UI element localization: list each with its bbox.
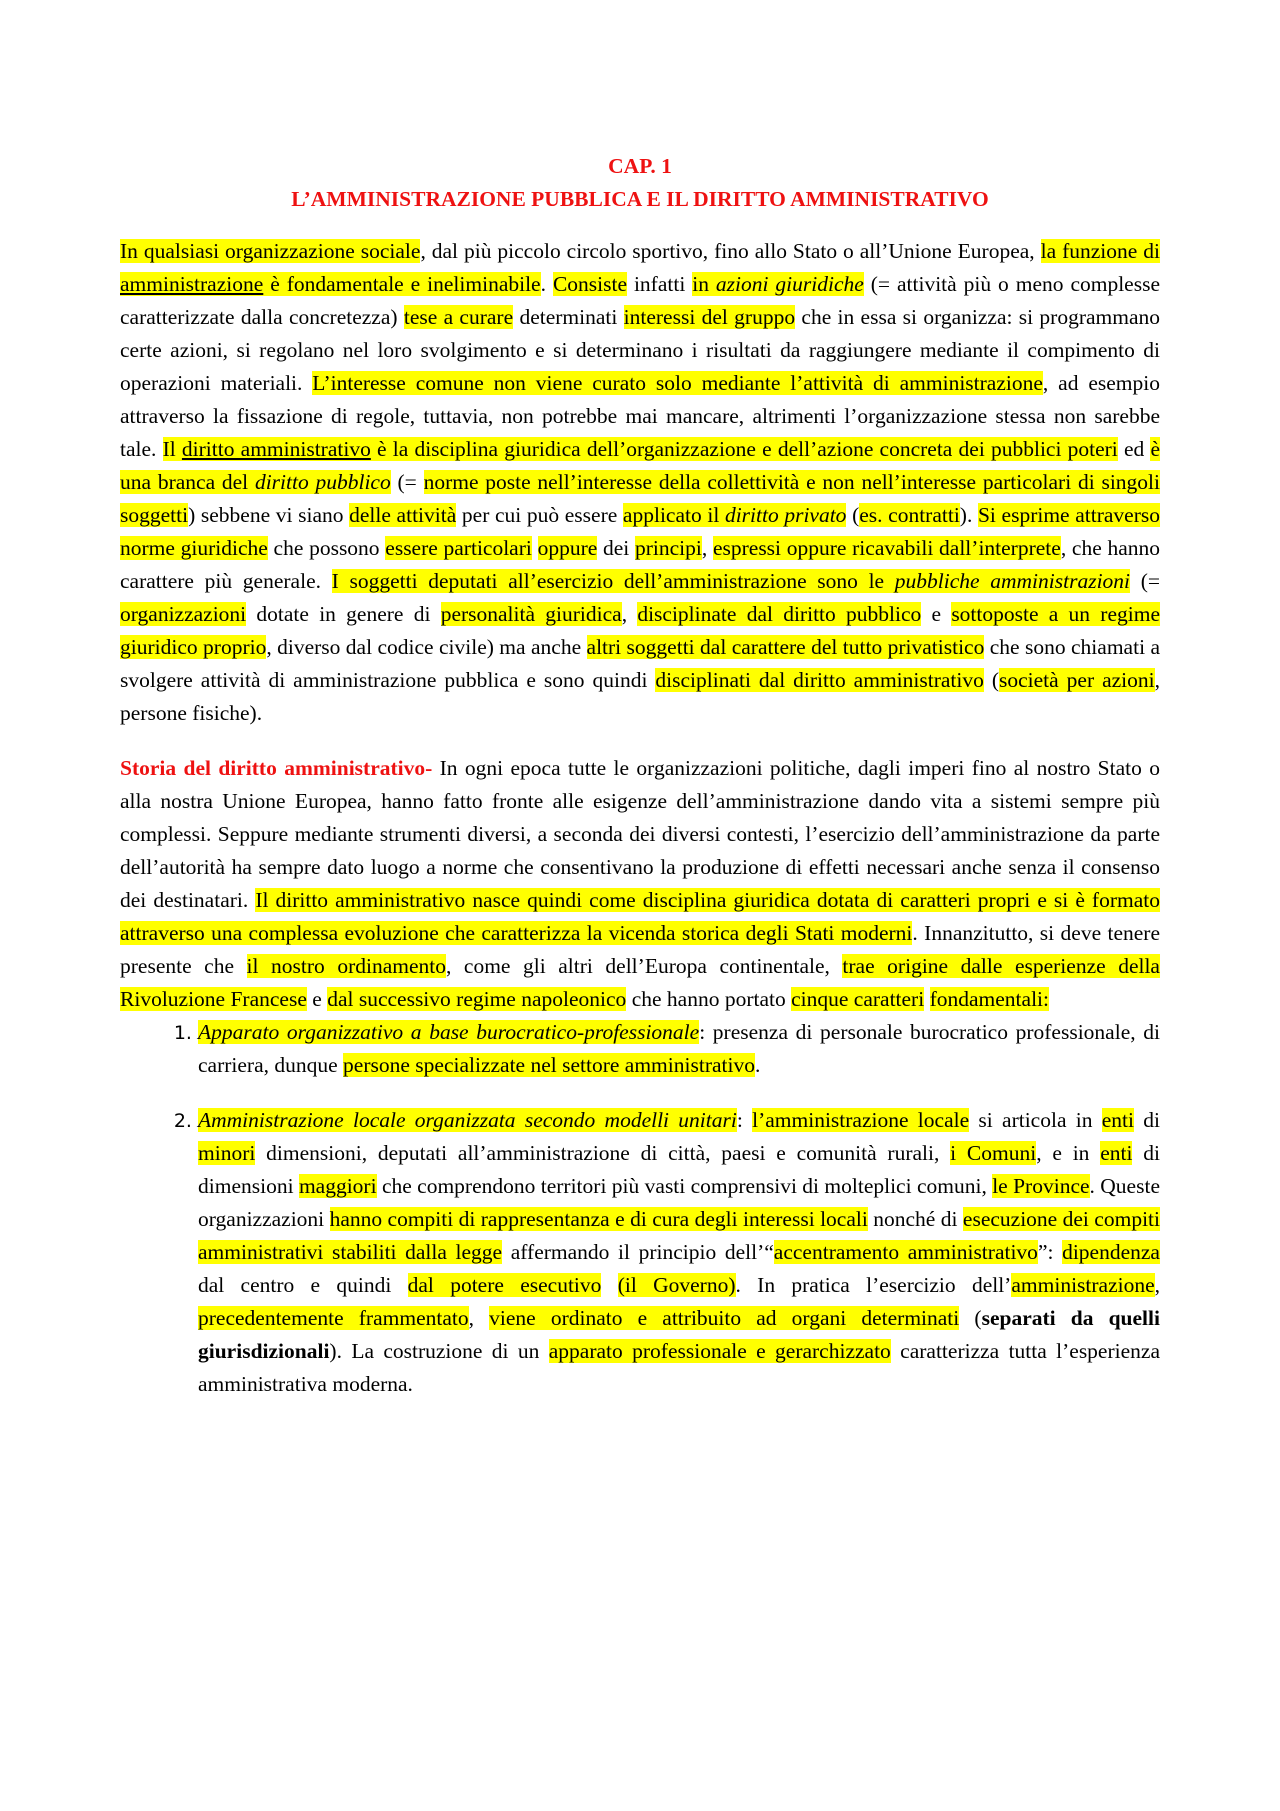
text-span: dal centro e quindi bbox=[198, 1273, 408, 1297]
italic-highlight: Apparato organizzativo a base burocratico-professionale bbox=[198, 1020, 700, 1044]
list-item bbox=[198, 1104, 1160, 1401]
highlight-span: trae origine dalle esperienze della Rivoluzione Francese bbox=[120, 954, 1160, 1011]
highlight-span: tese a curare bbox=[403, 305, 514, 329]
text-span: è una branca del bbox=[120, 437, 1161, 494]
text-span: e bbox=[921, 602, 952, 626]
text-span: di dimensioni bbox=[198, 1141, 1160, 1198]
text-span bbox=[601, 1273, 617, 1297]
text-span: , che hanno carattere più generale. bbox=[120, 536, 1160, 593]
highlight-span: interessi del gruppo bbox=[623, 305, 796, 329]
highlight-span: altri soggetti dal carattere del tutto privatistico bbox=[586, 635, 985, 659]
highlight-span: disciplinate dal diritto pubblico bbox=[637, 602, 922, 626]
text-span: che sono chiamati a svolgere attività di amministrazione pubblica e sono quindi bbox=[120, 635, 1160, 692]
heading-dash: - bbox=[425, 756, 433, 780]
highlight-span: espressi oppure ricavabili dall’interprete bbox=[712, 536, 1061, 560]
highlight-span bbox=[623, 503, 847, 527]
text-span: Il bbox=[162, 437, 182, 461]
highlight-span: oppure bbox=[537, 536, 598, 560]
history-paragraph bbox=[120, 752, 1160, 1016]
text-span: infatti bbox=[627, 272, 693, 296]
text-span: nonché di bbox=[867, 1207, 963, 1231]
text-span: . bbox=[754, 1053, 761, 1077]
text-span: che hanno portato bbox=[626, 987, 792, 1011]
section-heading: Storia del diritto amministrativo bbox=[120, 756, 426, 780]
text-span bbox=[398, 305, 404, 329]
highlight-span: disciplinati dal diritto amministrativo bbox=[655, 668, 984, 692]
highlight-span: minori bbox=[198, 1141, 256, 1165]
text-span: si articola in bbox=[969, 1108, 1102, 1132]
characteristics-list bbox=[120, 1016, 1160, 1401]
italic-term: azioni giuridiche bbox=[715, 272, 864, 296]
list-item bbox=[198, 1016, 1160, 1082]
text-span: che comprendono territori più vasti comprensivi di molteplici comuni, bbox=[376, 1174, 993, 1198]
highlight-span bbox=[163, 437, 1118, 461]
text-span: . Innanzitutto, si deve tenere presente che bbox=[120, 921, 1160, 978]
text-span: ). La costruzione di un bbox=[329, 1339, 549, 1363]
text-span: in bbox=[692, 272, 716, 296]
highlight-span: sottoposte a un regime giuridico proprio bbox=[120, 602, 1161, 659]
highlight-span: hanno compiti di rappresentanza e di cura degli interessi locali bbox=[329, 1207, 868, 1231]
text-span: (= bbox=[390, 470, 424, 494]
text-span: In ogni epoca tutte le organizzazioni politiche, dagli imperi fino al nostro Stato o alla nostra Unione Europea, hanno fatto fronte alle esigenze dell’amministrazione dando vita a sistemi sempre più complessi. Seppure mediante strumenti diversi, a seconda dei diversi contesti, l’esercizio dell’amministrazione da parte dell’autorità ha sempre dato luogo a norme che consentivano la produzione di effetti necessari anche senza il consenso dei destinatari. bbox=[120, 756, 1160, 912]
highlight-span: l’amministrazione locale bbox=[752, 1108, 970, 1132]
text-span: . In pratica l’esercizio dell’ bbox=[735, 1273, 1012, 1297]
text-span: , diverso dal codice civile) ma anche bbox=[266, 635, 587, 659]
highlight-span: società per azioni bbox=[999, 668, 1155, 692]
text-span: ( bbox=[959, 1306, 982, 1330]
highlight-span: delle attività bbox=[349, 503, 457, 527]
highlight-span: organizzazioni bbox=[120, 602, 247, 626]
highlight-span: norme poste nell’interesse della collettività e non nell’interesse particolari di singoli soggetti bbox=[120, 470, 1160, 527]
text-span bbox=[532, 536, 538, 560]
highlight-span: viene ordinato e attribuito ad organi determinati bbox=[489, 1306, 960, 1330]
text-span: , bbox=[468, 1306, 490, 1330]
text-span: che in essa si organizza: si programmano certe azioni, si regolano nel loro svolgimento e si determinano i risultati da raggiungere mediante il compimento di operazioni materiali. bbox=[120, 305, 1161, 395]
text-span: , bbox=[1154, 1273, 1161, 1297]
text-span: affermando il principio dell’“ bbox=[502, 1240, 774, 1264]
text-span: è la disciplina giuridica dell’organizzazione e dell’azione concreta dei pubblici poteri bbox=[370, 437, 1118, 461]
highlight-span: esecuzione dei compiti amministrativi stabiliti dalla legge bbox=[198, 1207, 1160, 1264]
text-span: . Queste organizzazioni bbox=[198, 1174, 1160, 1231]
underlined-term: diritto amministrativo bbox=[181, 437, 371, 461]
highlight-span: maggiori bbox=[298, 1174, 377, 1198]
highlight-span: essere particolari bbox=[385, 536, 532, 560]
highlight-span: cinque caratteri bbox=[791, 987, 925, 1011]
text-span: , persone fisiche). bbox=[120, 668, 1160, 725]
highlight-span: dipendenza bbox=[1062, 1240, 1160, 1264]
text-span: ). bbox=[959, 503, 978, 527]
italic-term: diritto pubblico bbox=[254, 470, 391, 494]
highlight-span bbox=[692, 272, 864, 296]
text-span: per cui può essere bbox=[456, 503, 623, 527]
highlight-span: dal successivo regime napoleonico bbox=[327, 987, 627, 1011]
highlight-span: precedentemente frammentato bbox=[198, 1306, 469, 1330]
text-span: ) sebbene vi siano bbox=[188, 503, 350, 527]
highlight-span: persone specializzate nel settore amministrativo bbox=[343, 1053, 755, 1077]
document-body bbox=[120, 235, 1160, 1401]
text-span: dei bbox=[597, 536, 635, 560]
text-span: , e in bbox=[1036, 1141, 1101, 1165]
highlight-span: Consiste bbox=[552, 272, 628, 296]
highlight-span: dal potere esecutivo bbox=[407, 1273, 602, 1297]
text-span: : presenza di personale burocratico professionale, di carriera, dunque bbox=[198, 1020, 1160, 1077]
highlight-span: fondamentali: bbox=[929, 987, 1049, 1011]
text-span: è fondamentale e ineliminabile bbox=[263, 272, 541, 296]
text-span: I soggetti deputati all’esercizio dell’amministrazione sono le bbox=[331, 569, 895, 593]
highlight-span: personalità giuridica bbox=[440, 602, 622, 626]
bold-term: separati da quelli giurisdizionali bbox=[198, 1306, 1160, 1363]
intro-paragraph bbox=[120, 235, 1160, 730]
highlight-span: Il diritto amministrativo nasce quindi come disciplina giuridica dotata di caratteri propri e si è formato attraverso una complessa evoluzione che caratterizza la vicenda storica degli Stati moderni bbox=[120, 888, 1160, 945]
text-span: ( bbox=[983, 668, 999, 692]
text-span: che possono bbox=[267, 536, 386, 560]
highlight-span: In qualsiasi organizzazione sociale bbox=[120, 239, 421, 263]
highlight-span: enti bbox=[1101, 1108, 1135, 1132]
text-span bbox=[924, 987, 929, 1011]
text-span: : bbox=[736, 1108, 753, 1132]
text-span: . bbox=[540, 272, 553, 296]
highlight-span: Si esprime attraverso norme giuridiche bbox=[120, 503, 1160, 560]
underlined-term: amministrazione bbox=[120, 272, 264, 296]
text-span: applicato il bbox=[622, 503, 725, 527]
text-span: dotate in genere di bbox=[246, 602, 441, 626]
italic-term: diritto privato bbox=[724, 503, 847, 527]
highlight-span: i Comuni bbox=[950, 1141, 1037, 1165]
text-span: (= attività più o meno complesse caratterizzate dalla concretezza) bbox=[120, 272, 1161, 329]
chapter-number: CAP. 1 bbox=[608, 154, 672, 178]
text-span: ed bbox=[1117, 437, 1151, 461]
highlight-span: le Province bbox=[992, 1174, 1090, 1198]
text-span: e bbox=[306, 987, 328, 1011]
highlight-span: (il Governo) bbox=[617, 1273, 736, 1297]
highlight-span: principi bbox=[634, 536, 702, 560]
text-span: caratterizza tutta l’esperienza amministrativa moderna. bbox=[198, 1339, 1160, 1396]
highlight-span: enti bbox=[1100, 1141, 1133, 1165]
text-span: , bbox=[701, 536, 713, 560]
text-span: la funzione di bbox=[1040, 239, 1160, 263]
text-span: , come gli altri dell’Europa continentale, bbox=[446, 954, 843, 978]
highlight-span: es. contratti bbox=[859, 503, 960, 527]
text-span: (= bbox=[1130, 569, 1160, 593]
italic-term: pubbliche amministrazioni bbox=[894, 569, 1131, 593]
highlight-span: il nostro ordinamento bbox=[246, 954, 446, 978]
text-span: ( bbox=[846, 503, 860, 527]
text-span: determinati bbox=[513, 305, 624, 329]
text-span: dimensioni, deputati all’amministrazione di città, paesi e comunità rurali, bbox=[255, 1141, 951, 1165]
chapter-header bbox=[0, 150, 1280, 216]
text-span: , dal più piccolo circolo sportivo, fino allo Stato o all’Unione Europea, bbox=[420, 239, 1041, 263]
text-span: , bbox=[621, 602, 638, 626]
highlight-span: L’interesse comune non viene curato solo mediante l’attività di amministrazione bbox=[312, 371, 1043, 395]
text-span: ”: bbox=[1037, 1240, 1063, 1264]
highlight-span: apparato professionale e gerarchizzato bbox=[548, 1339, 891, 1363]
chapter-title: L’AMMINISTRAZIONE PUBBLICA E IL DIRITTO AMMINISTRATIVO bbox=[291, 187, 989, 211]
highlight-span: accentramento amministrativo bbox=[773, 1240, 1038, 1264]
text-span: , ad esempio attraverso la fissazione di regole, tuttavia, non potrebbe mai mancare, altrimenti l’organizzazione stessa non sarebbe tale. bbox=[120, 371, 1160, 461]
highlight-span: amministrazione bbox=[1011, 1273, 1155, 1297]
italic-highlight: Amministrazione locale organizzata secondo modelli unitari bbox=[198, 1108, 737, 1132]
text-span: di bbox=[1134, 1108, 1161, 1132]
highlight-span bbox=[332, 569, 1130, 593]
